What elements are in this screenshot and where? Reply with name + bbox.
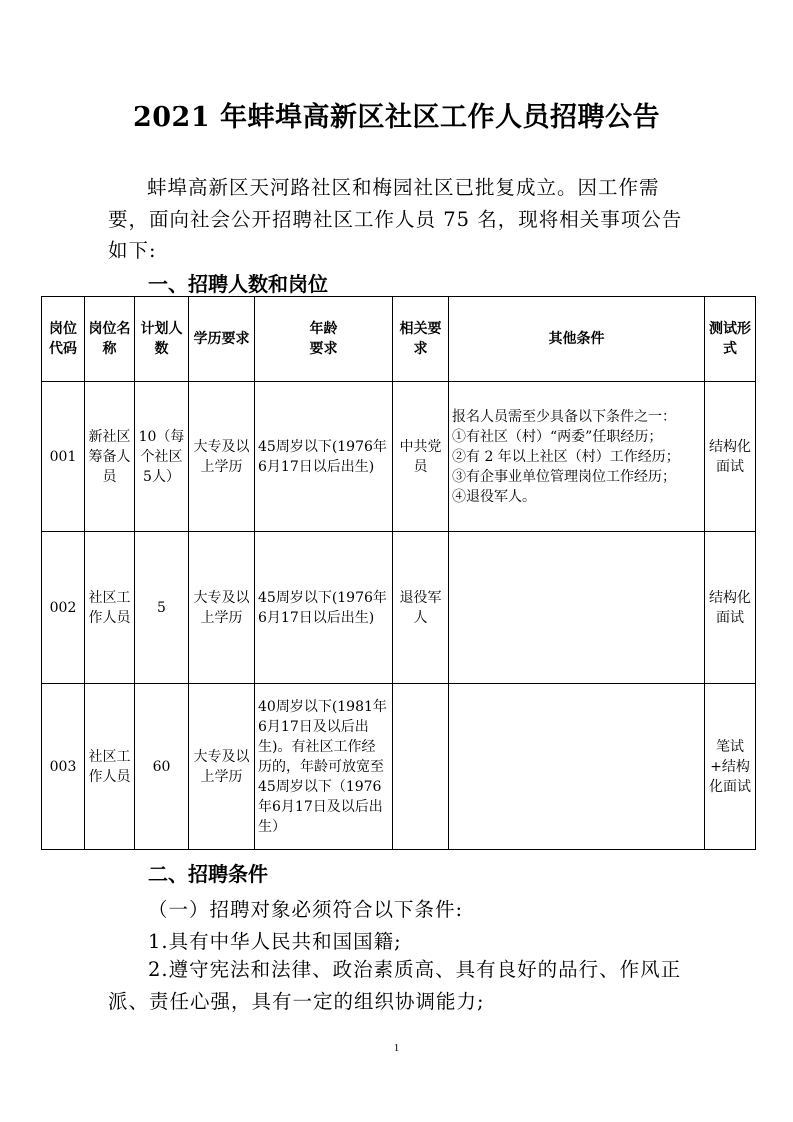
page-title: 2021 年蚌埠高新区社区工作人员招聘公告 bbox=[132, 102, 661, 133]
header-name: 岗位名称 bbox=[85, 297, 135, 382]
cell-count: 5 bbox=[135, 532, 189, 684]
header-other: 其他条件 bbox=[449, 297, 705, 382]
requirement-item-2: 2.遵守宪法和法律、政治素质高、具有良好的品行、作风正派、责任心强，具有一定的组织协调能力; bbox=[108, 958, 682, 1013]
table-row bbox=[42, 532, 756, 684]
cell-count: 10（每个社区5人） bbox=[135, 382, 189, 532]
positions-table bbox=[41, 296, 756, 850]
requirement-item-1: 1.具有中华人民共和国国籍; bbox=[148, 930, 402, 953]
header-related: 相关要求 bbox=[393, 297, 449, 382]
cell-other bbox=[449, 684, 705, 850]
header-code: 岗位代码 bbox=[42, 297, 85, 382]
cell-name: 社区工作人员 bbox=[85, 684, 135, 850]
cell-name: 社区工作人员 bbox=[85, 532, 135, 684]
cell-test: 结构化面试 bbox=[705, 382, 756, 532]
table-row bbox=[42, 684, 756, 850]
cell-code: 003 bbox=[42, 684, 85, 850]
page-number: 1 bbox=[393, 1042, 400, 1054]
cell-other: 报名人员需至少具备以下条件之一： ①有社区（村）“两委”任职经历； ②有 2 年以上社区（村）工作经历； ③有企事业单位管理岗位工作经历； ④退役军人。 bbox=[449, 382, 705, 532]
header-count: 计划人数 bbox=[135, 297, 189, 382]
cell-other bbox=[449, 532, 705, 684]
header-age: 年龄 要求 bbox=[255, 297, 393, 382]
cell-related bbox=[393, 684, 449, 850]
table-row bbox=[42, 382, 756, 532]
section-heading-positions: 一、招聘人数和岗位 bbox=[148, 272, 328, 296]
cell-test: 笔试+结构化面试 bbox=[705, 684, 756, 850]
header-education: 学历要求 bbox=[189, 297, 255, 382]
cell-age: 45周岁以下(1976年6月17日以后出生) bbox=[255, 382, 393, 532]
cell-education: 大专及以上学历 bbox=[189, 532, 255, 684]
cell-related: 中共党员 bbox=[393, 382, 449, 532]
cell-count: 60 bbox=[135, 684, 189, 850]
cell-code: 002 bbox=[42, 532, 85, 684]
cell-age: 45周岁以下(1976年6月17日以后出生) bbox=[255, 532, 393, 684]
cell-code: 001 bbox=[42, 382, 85, 532]
table-header-row bbox=[42, 297, 756, 382]
cell-test: 结构化面试 bbox=[705, 532, 756, 684]
cell-related: 退役军人 bbox=[393, 532, 449, 684]
cell-name: 新社区筹备人员 bbox=[85, 382, 135, 532]
cell-education: 大专及以上学历 bbox=[189, 684, 255, 850]
cell-age: 40周岁以下(1981年6月17日及以后出生)。有社区工作经历的，年龄可放宽至45周岁以下（1976年6月17日及以后出生） bbox=[255, 684, 393, 850]
intro-paragraph: 蚌埠高新区天河路社区和梅园社区已批复成立。因工作需要，面向社会公开招聘社区工作人员 75 名，现将相关事项公告如下: bbox=[108, 176, 683, 262]
header-test: 测试形式 bbox=[705, 297, 756, 382]
cell-education: 大专及以上学历 bbox=[189, 382, 255, 532]
subsection-heading: （一）招聘对象必须符合以下条件: bbox=[148, 898, 464, 921]
section-heading-requirements: 二、招聘条件 bbox=[148, 862, 268, 886]
